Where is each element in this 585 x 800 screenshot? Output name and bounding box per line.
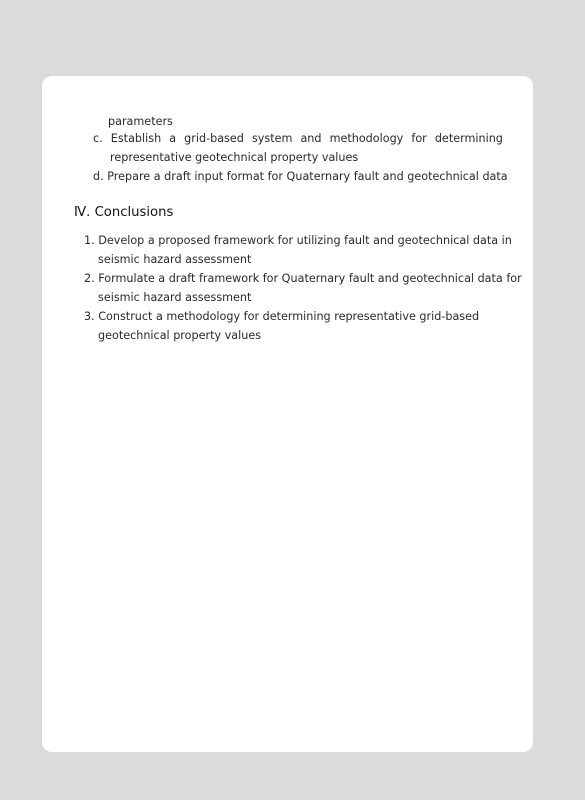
- item-c-word: for: [411, 132, 427, 145]
- item-c-word: grid-based: [184, 132, 244, 145]
- conclusion-item-1-line2: seismic hazard assessment: [98, 253, 252, 266]
- section-numeral: Ⅳ.: [74, 205, 91, 220]
- item-c-line1: [93, 132, 503, 146]
- item-c-word: and: [300, 132, 322, 145]
- conclusion-item-1-line1: 1. Develop a proposed framework for utilizing fault and geotechnical data in: [84, 234, 512, 247]
- item-b-tail: parameters: [108, 115, 173, 128]
- conclusion-item-3-line1: 3. Construct a methodology for determining representative grid-based: [84, 310, 480, 323]
- item-c-word: system: [251, 132, 293, 145]
- conclusion-item-2-line1: 2. Formulate a draft framework for Quaternary fault and geotechnical data for: [84, 272, 522, 285]
- section-heading: [74, 205, 173, 221]
- item-c-word: methodology: [329, 132, 404, 145]
- conclusion-item-3-line2: geotechnical property values: [98, 329, 262, 342]
- item-c-line2: representative geotechnical property values: [110, 151, 359, 164]
- conclusion-item-2-line2: seismic hazard assessment: [98, 291, 252, 304]
- item-d: d. Prepare a draft input format for Quaternary fault and geotechnical data: [93, 170, 508, 183]
- item-c-word: determining: [434, 132, 503, 145]
- section-title: Conclusions: [94, 205, 174, 220]
- item-c-word: Establish: [110, 132, 162, 145]
- item-c-word: a: [169, 132, 177, 145]
- item-c-word: c.: [93, 132, 103, 145]
